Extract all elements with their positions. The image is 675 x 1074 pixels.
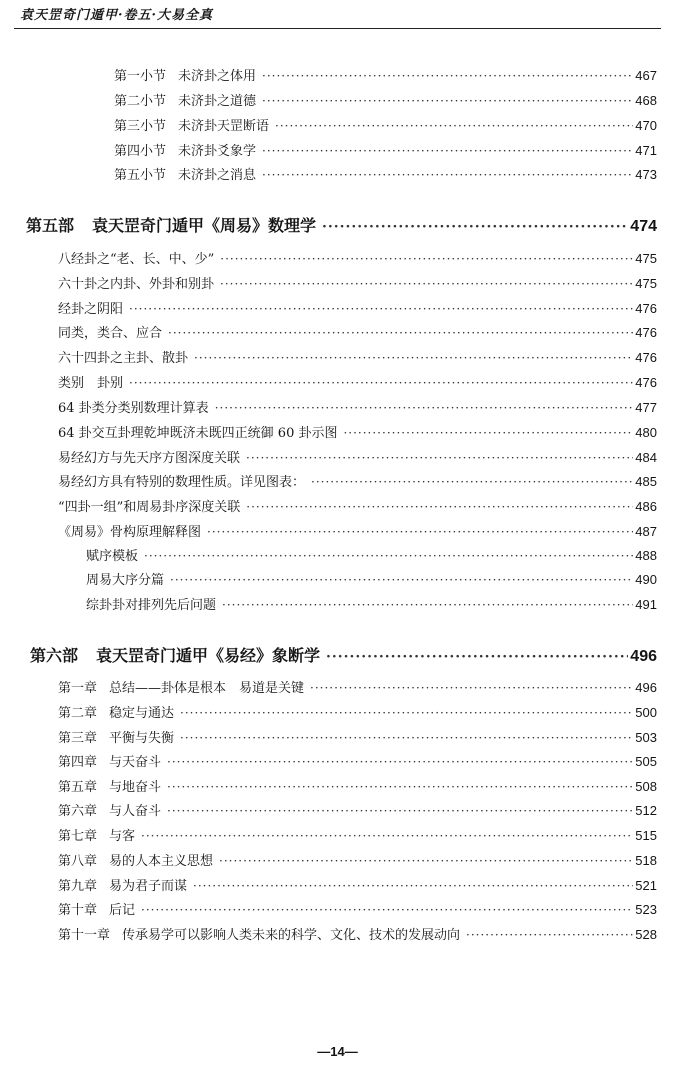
dot-leader [129,372,633,394]
dot-leader [141,825,633,847]
toc-entry-title: 易经幻方与先天序方图深度关联 [58,451,241,466]
dot-leader [343,422,633,444]
dot-leader [275,115,633,137]
dot-leader [168,322,633,344]
toc-entry-title: 周易大序分篇 [86,573,165,588]
toc-entry[interactable] [58,248,657,270]
dot-leader [129,298,633,320]
dot-leader [141,899,633,921]
dot-leader [167,800,633,822]
toc-entry-number: 第五章 [58,780,98,795]
toc-entry-title: 未济卦之道德 [178,94,257,109]
toc-entry-title: 易经幻方具有特别的数理性质。详见图表： [58,475,306,490]
toc-entry-page: 487 [635,524,657,539]
toc-entry-page: 523 [635,902,657,917]
dot-leader [215,397,634,419]
toc-chapter[interactable] [58,825,657,847]
toc-entry-title: 易为君子而谋 [109,879,188,894]
toc-entry-page: 512 [635,803,657,818]
toc-entry-page: 500 [635,705,657,720]
toc-entry-title: 《周易》骨构原理解释图 [58,525,202,540]
toc-chapter[interactable] [58,702,657,724]
toc-entry-page: 468 [635,93,657,108]
toc-chapter[interactable] [58,924,657,946]
dot-leader [219,850,633,872]
part-number: 第五部 [26,216,75,235]
dot-leader [180,727,633,749]
toc-entry-number: 第二小节 [114,94,167,109]
toc-subentry[interactable] [86,594,657,616]
toc-entry-page: 491 [635,597,657,612]
toc-entry[interactable] [114,90,657,112]
toc-entry-title: 未济卦之消息 [178,168,257,183]
toc-chapter[interactable] [58,751,657,773]
part-page: 474 [630,218,657,235]
part-title: 袁天罡奇门遁甲《易经》象断学 [96,646,321,665]
toc-entry-page: 486 [635,499,657,514]
part-title: 袁天罡奇门遁甲《周易》数理学 [92,216,317,235]
toc-entry-page: 475 [635,276,657,291]
toc-entry-title: 赋序模板 [86,549,139,564]
toc-entry-number: 第五小节 [114,168,167,183]
toc-entry-page: 496 [635,680,657,695]
toc-entry-title: 稳定与通达 [109,706,175,721]
toc-entry-title: 未济卦之体用 [178,69,257,84]
toc-entry-title: 与客 [109,829,136,844]
dot-leader [262,90,633,112]
toc-entry[interactable] [58,322,657,344]
toc-chapter[interactable] [58,800,657,822]
toc-chapter[interactable] [58,875,657,897]
toc-entry-title: 易的人本主义思想 [109,854,214,869]
toc-subentry[interactable] [86,545,657,567]
toc-entry[interactable] [58,471,657,493]
dot-leader [310,677,633,699]
toc-entry[interactable] [58,298,657,320]
dot-leader [246,447,633,469]
dot-leader [207,521,633,543]
toc-entry-title: 未济卦爻象学 [178,144,257,159]
toc-entry-page: 488 [635,548,657,563]
dot-leader [180,702,633,724]
part-number: 第六部 [30,646,79,665]
toc-entry[interactable] [58,447,657,469]
toc-entry-title: 与地奋斗 [109,780,162,795]
toc-entry-title: 八经卦之“老、长、中、少” [58,252,215,267]
dot-leader [262,164,633,186]
toc-entry-page: 515 [635,828,657,843]
toc-entry-page: 485 [635,474,657,489]
toc-entry-page: 508 [635,779,657,794]
toc-entry-title: 六十四卦之主卦、散卦 [58,351,189,366]
toc-entry-page: 475 [635,251,657,266]
toc-chapter[interactable] [58,727,657,749]
toc-chapter[interactable] [58,850,657,872]
toc-entry-number: 第十一章 [58,928,111,943]
toc-entry-page: 490 [635,572,657,587]
header-rule [14,28,661,29]
toc-entry-title: 六十卦之内卦、外卦和别卦 [58,277,215,292]
toc-entry-page: 476 [635,375,657,390]
toc-entry-number: 第六章 [58,804,98,819]
dot-leader [326,643,628,671]
toc-entry-title: 与人奋斗 [109,804,162,819]
toc-entry-page: 528 [635,927,657,942]
toc-entry-number: 第二章 [58,706,98,721]
dot-leader [246,496,633,518]
toc-entry-page: 473 [635,167,657,182]
toc-entry-page: 518 [635,853,657,868]
toc-entry[interactable] [58,521,657,543]
toc-entry-title: “四卦一组”和周易卦序深度关联 [58,500,241,515]
toc-entry-page: 470 [635,118,657,133]
toc-entry-number: 第九章 [58,879,98,894]
toc-subentry[interactable] [86,569,657,591]
toc-entry[interactable] [114,65,657,87]
toc-entry[interactable] [114,140,657,162]
toc-chapter[interactable] [58,776,657,798]
toc-entry-title: 64 卦类分类别数理计算表 [58,401,209,416]
toc-entry-page: 476 [635,301,657,316]
page-number: —14— [317,1044,358,1059]
toc-entry[interactable] [58,273,657,295]
toc-entry-title: 类别 卦别 [58,376,124,391]
toc-entry[interactable] [58,397,657,419]
part-page: 496 [630,648,657,665]
toc-entry-page: 467 [635,68,657,83]
toc-entry-page: 476 [635,350,657,365]
toc-chapter[interactable] [58,899,657,921]
toc-entry[interactable] [58,422,657,444]
dot-leader [220,273,633,295]
dot-leader [167,751,633,773]
dot-leader [194,347,633,369]
dot-leader [220,248,633,270]
toc-entry-page: 505 [635,754,657,769]
toc-entry-page: 477 [635,400,657,415]
toc-entry[interactable] [114,164,657,186]
toc-entry-page: 503 [635,730,657,745]
toc-entry-title: 平衡与失衡 [109,731,175,746]
toc-entry-title: 总结——卦体是根本 易道是关键 [109,681,305,696]
toc-entry-number: 第一章 [58,681,98,696]
toc-entry-title: 64 卦交互卦理乾坤既济未既四正统御 60 卦示图 [58,426,338,441]
dot-leader [466,924,633,946]
toc-entry-page: 476 [635,325,657,340]
dot-leader [193,875,633,897]
toc-entry-number: 第八章 [58,854,98,869]
dot-leader [167,776,633,798]
toc-entry-number: 第四小节 [114,144,167,159]
part-heading-5[interactable] [26,212,657,240]
toc-entry-title: 同类，类合、应合 [58,326,163,341]
dot-leader [262,65,633,87]
toc-chapter[interactable] [58,677,657,699]
dot-leader [262,140,633,162]
part-heading-6[interactable] [30,642,657,670]
toc-entry-number: 第七章 [58,829,98,844]
toc-entry-page: 471 [635,143,657,158]
dot-leader [170,569,633,591]
toc-entry-page: 521 [635,878,657,893]
toc-entry-number: 第四章 [58,755,98,770]
toc-entry-title: 与天奋斗 [109,755,162,770]
toc-entry-number: 第一小节 [114,69,167,84]
toc-entry[interactable] [58,372,657,394]
toc-entry-title: 传承易学可以影响人类未来的科学、文化、技术的发展动向 [122,928,461,943]
toc-entry-title: 综卦卦对排列先后问题 [86,598,217,613]
toc-entry-title: 未济卦天罡断语 [178,119,270,134]
dot-leader [144,545,633,567]
toc-entry-number: 第十章 [58,903,98,918]
toc-entry-page: 484 [635,450,657,465]
running-header: 袁天罡奇门遁甲·卷五·大易全真 [20,8,214,23]
dot-leader [311,471,633,493]
toc-entry[interactable] [114,115,657,137]
toc-entry[interactable] [58,347,657,369]
toc-entry-title: 经卦之阴阳 [58,302,124,317]
toc-entry-number: 第三小节 [114,119,167,134]
toc-entry-number: 第三章 [58,731,98,746]
toc-entry-title: 后记 [109,903,136,918]
toc-entry-page: 480 [635,425,657,440]
dot-leader [222,594,633,616]
dot-leader [322,213,628,241]
toc-entry[interactable] [58,496,657,518]
